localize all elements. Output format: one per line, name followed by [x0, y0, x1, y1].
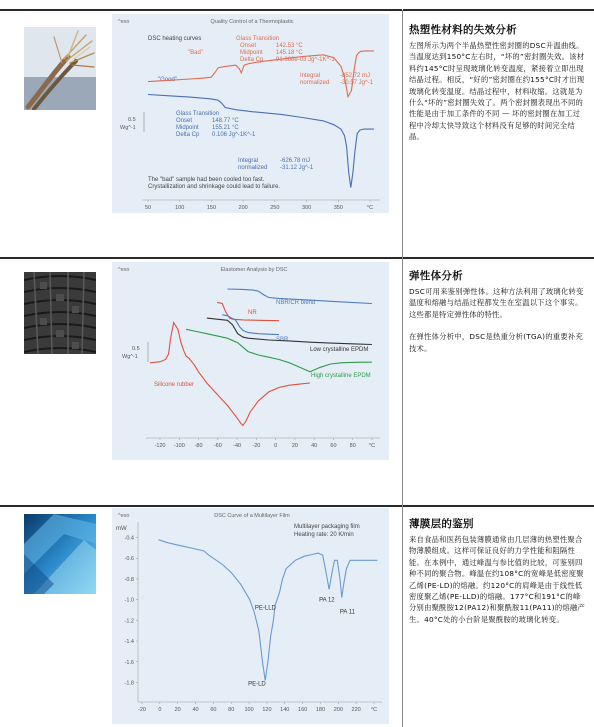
section-title: 热塑性材料的失效分析: [409, 24, 517, 36]
section-divider-1: [0, 9, 402, 11]
section-divider-right-3: [403, 505, 594, 507]
section-paragraph: 来自食品和医药包装薄膜通常由几层薄的热塑性聚合物薄膜组成。这样可保证良好的力学性能和阻隔性能。在本例中，通过峰温与参比值的比较，可鉴别四种不同的聚合物。峰温在约108°C的宽峰是低密度聚乙烯(PE-LD)的熔融。约120°C的肩峰是由于线性低密度聚乙烯(PE-LLD)的熔融。177°C和191°C的峰分别由聚酰胺12(PA12)和聚酰胺11(PA11)的熔融产生。40°C处的小台阶是聚酰胺的玻璃化转变。: [409, 535, 586, 624]
good-gt-deltacp-label: Delta Cp: [176, 132, 200, 138]
x-tick-label: 160: [298, 707, 308, 713]
x-tick-label: 0: [158, 707, 162, 713]
series-line-sbr: [222, 315, 279, 335]
series-label-sbr: SBR: [276, 337, 289, 343]
x-tick-label: 200: [238, 205, 248, 211]
good-gt-midpoint-label: Midpoint: [176, 125, 199, 131]
section-paragraph: 在弹性体分析中，DSC是热重分析(TGA)的重要补充技术。: [409, 332, 583, 353]
x-tick-label: 80: [228, 707, 235, 713]
section-thermoplastic-text: [409, 22, 587, 143]
chart-panel-elastomer: [112, 262, 389, 460]
good-integral-label: Integral: [238, 158, 259, 164]
good-gt-onset-label: Onset: [176, 118, 193, 124]
legend-line-2: Heating rate: 20 K/min: [294, 532, 354, 538]
chart-panel-multilayer: [112, 508, 389, 724]
section-paragraph: DSC可用来鉴别弹性体。这种方法利用了玻璃化转变温度和熔融与结晶过程都发生在室温以下这个事实。这些都是特定弹性体的特性。: [409, 287, 584, 319]
y-unit: mW: [116, 526, 127, 532]
bad-gt-deltacp-value: 91.868e-03 Jg^-1K^-1: [276, 57, 335, 63]
x-tick-label: 220: [351, 707, 361, 713]
x-tick-label: °C: [366, 205, 374, 211]
x-tick-label: 300: [301, 205, 312, 211]
good-gt-onset-value: 148.77 °C: [212, 118, 239, 124]
section-divider-3: [0, 505, 402, 507]
series-label-nbr-cr: NBR/CR blend: [276, 300, 316, 306]
good-gt-heading: Glass Transition: [176, 111, 220, 117]
series-label-nr: NR: [248, 310, 257, 316]
x-tick-label: 100: [175, 205, 185, 211]
bad-integral-label: Integral: [300, 73, 321, 79]
elastomer-chart: [112, 262, 389, 460]
y-tick-label: -1.6: [124, 659, 134, 666]
x-tick-label: -100: [173, 443, 185, 449]
scale-unit: Wg^-1: [120, 125, 136, 131]
series-label-high-epdm: High crystalline EPDM: [311, 373, 371, 379]
y-tick-label: -0.6: [124, 556, 134, 563]
x-tick-label: 100: [244, 707, 254, 713]
peak-label-pe-lld: PE-LLD: [254, 605, 276, 612]
exo-label: ^exo: [118, 19, 130, 25]
x-tick-label: 120: [262, 707, 272, 713]
series-label-bad: "Bad": [188, 50, 203, 56]
bad-gt-midpoint-label: Midpoint: [240, 50, 263, 56]
good-integral-value: -626.78 mJ: [280, 158, 311, 164]
chart-title: Elastomer Analysis by DSC: [220, 267, 288, 273]
x-tick-label: 20: [291, 443, 298, 449]
x-tick-label: 140: [280, 707, 290, 713]
section-title: 薄膜层的鉴别: [409, 518, 474, 530]
bad-gt-heading: Glass Transition: [236, 36, 280, 42]
x-tick-label: -80: [194, 443, 203, 449]
x-tick-label: 60: [210, 707, 217, 713]
y-tick-label: -1.8: [124, 680, 134, 687]
x-tick-label: 80: [349, 443, 356, 449]
cable-photo: [24, 27, 96, 110]
section-divider-2: [0, 257, 402, 259]
peak-label-pa-12: PA 12: [319, 597, 335, 604]
peak-label-pa-11: PA 11: [339, 609, 355, 616]
bad-normalized-label: normalized: [300, 80, 330, 86]
column-divider: [402, 10, 403, 727]
section-paragraph: 左图所示为两个半晶热塑性密封圈的DSC升温曲线。当温度达到150°C左右时，“坏的”密封圈失效。该材料约145°C时呈现玻璃化转变温度，紧接着立即出现结晶过程。相反，“好的”密封圈在约155°C时才出现玻璃化转变温度。结晶过程中，材料收缩。这就是为什么“坏的”密封圈失效了。两个密封圈表现出不同的性能是由于加工条件的不同 — 坏的密封圈在加工过程中冷却太快导致这个材料没有足够的时间完全结晶。: [409, 41, 585, 142]
x-tick-label: °C: [368, 443, 376, 449]
exo-label: ^exo: [118, 513, 130, 519]
bad-gt-onset-label: Onset: [240, 43, 257, 49]
section-divider-right-2: [403, 257, 594, 259]
bad-gt-midpoint-value: 145.18 °C: [276, 50, 303, 56]
bad-normalized-value: -30.57 Jg^-1: [340, 80, 374, 86]
tire-photo: [24, 272, 96, 354]
x-tick-label: 40: [311, 443, 318, 449]
y-tick-label: -1.2: [124, 618, 134, 625]
multilayer-chart: [112, 508, 389, 724]
y-tick-label: -1.0: [124, 597, 134, 604]
y-tick-label: -0.4: [124, 535, 134, 542]
x-tick-label: -20: [252, 443, 261, 449]
scale-value: 0.5: [128, 117, 136, 123]
y-tick-label: -0.8: [124, 576, 134, 583]
x-tick-label: 60: [330, 443, 337, 449]
bad-gt-onset-value: 142.53 °C: [276, 43, 303, 49]
legend-line-1: Multilayer packaging film: [294, 524, 360, 530]
x-tick-label: 350: [333, 205, 343, 211]
note-line-1: The "bad" sample had been cooled too fast.: [148, 177, 265, 183]
scale-unit: Wg^-1: [122, 354, 138, 360]
x-tick-label: 20: [174, 707, 181, 713]
chart-panel-thermoplastic: [112, 14, 389, 213]
peak-label-pe-ld: PE-LD: [248, 681, 266, 688]
chart-title: DSC Curve of a Multilayer Film: [214, 513, 290, 519]
x-tick-label: -40: [233, 443, 242, 449]
section-divider-right-1: [403, 9, 594, 11]
scale-value: 0.5: [132, 346, 140, 352]
series-label-low-epdm: Low crystalline EPDM: [310, 347, 369, 353]
bad-gt-deltacp-label: Delta Cp: [240, 57, 264, 63]
x-tick-label: 40: [192, 707, 199, 713]
good-gt-deltacp-value: 0.106 Jg^-1K^-1: [212, 132, 256, 138]
series-label-silicone: Silicone rubber: [154, 382, 195, 388]
x-tick-label: 150: [206, 205, 217, 211]
x-tick-label: 250: [270, 205, 280, 211]
section-film-text: [409, 516, 587, 625]
good-gt-midpoint-value: 155.21 °C: [212, 125, 239, 131]
bad-integral-value: -852.72 mJ: [340, 73, 371, 79]
film-photo: [24, 514, 96, 594]
exo-label: ^exo: [118, 267, 130, 273]
series-label-good: "Good": [158, 77, 177, 83]
legend-title: DSC heating curves: [148, 36, 202, 42]
x-tick-label: -20: [138, 707, 146, 713]
x-tick-label: -60: [213, 443, 222, 449]
good-normalized-label: normalized: [238, 165, 268, 171]
chart-title: Quality Control of a Thermoplastic: [210, 19, 294, 25]
x-tick-label: °C: [370, 707, 378, 713]
x-tick-label: 50: [144, 205, 152, 211]
x-tick-label: 0: [274, 443, 278, 449]
good-normalized-value: -31.12 Jg^-1: [280, 165, 314, 171]
x-tick-label: -120: [154, 443, 166, 449]
x-tick-label: 200: [333, 707, 343, 713]
x-tick-label: 180: [315, 707, 326, 713]
note-line-2: Crystallization and shrinkage could lead to failure.: [148, 184, 281, 190]
thermoplastic-chart: [112, 14, 389, 213]
y-tick-label: -1.4: [124, 639, 134, 646]
section-title: 弹性体分析: [409, 270, 463, 282]
section-elastomer-text: [409, 268, 587, 354]
series-line-good: [148, 95, 374, 188]
